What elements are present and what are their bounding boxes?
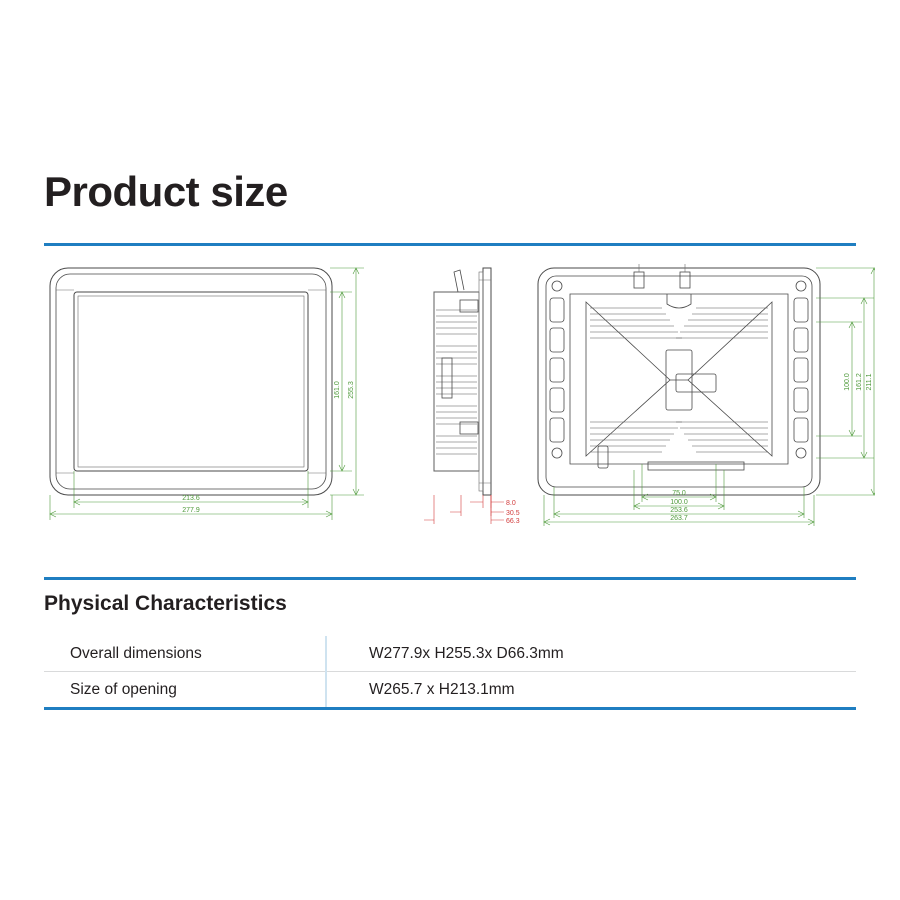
- section-title: Physical Characteristics: [44, 592, 287, 615]
- front-view-drawing: [50, 268, 364, 520]
- front-inner-height-label: 161.0: [334, 381, 341, 399]
- divider-bottom: [44, 707, 856, 710]
- rear-w-2637-label: 263.7: [670, 515, 688, 522]
- rear-w-100-label: 100.0: [670, 499, 688, 506]
- front-outer-width-label: 277.9: [182, 507, 200, 514]
- front-inner-width-label: 213.6: [182, 495, 200, 502]
- side-dim-8-label: 8.0: [506, 500, 516, 507]
- divider-middle: [44, 577, 856, 580]
- rear-view-drawing: [538, 264, 875, 526]
- page-title: Product size: [44, 168, 288, 215]
- side-dim-663-label: 66.3: [506, 518, 520, 525]
- rear-h-2111-label: 211.1: [866, 373, 873, 391]
- spec-value: W265.7 x H213.1mm: [369, 680, 515, 698]
- spec-label: Size of opening: [44, 672, 326, 708]
- side-view-drawing: [424, 268, 520, 525]
- technical-drawings: [30, 250, 875, 570]
- spec-value: W277.9x H255.3x D66.3mm: [326, 636, 856, 672]
- divider-top: [44, 243, 856, 246]
- spec-label: Overall dimensions: [44, 636, 326, 672]
- table-row: [44, 636, 856, 672]
- rear-h-1612-label: 161.2: [856, 373, 863, 391]
- rear-h-100-label: 100.0: [844, 373, 851, 391]
- side-dim-305-label: 30.5: [506, 510, 520, 517]
- rear-w-2536-label: 253.6: [670, 507, 688, 514]
- physical-characteristics-table: [44, 636, 856, 707]
- front-outer-height-label: 255.3: [348, 381, 355, 399]
- table-row: [44, 672, 856, 708]
- rear-w-75-label: 75.0: [672, 490, 686, 497]
